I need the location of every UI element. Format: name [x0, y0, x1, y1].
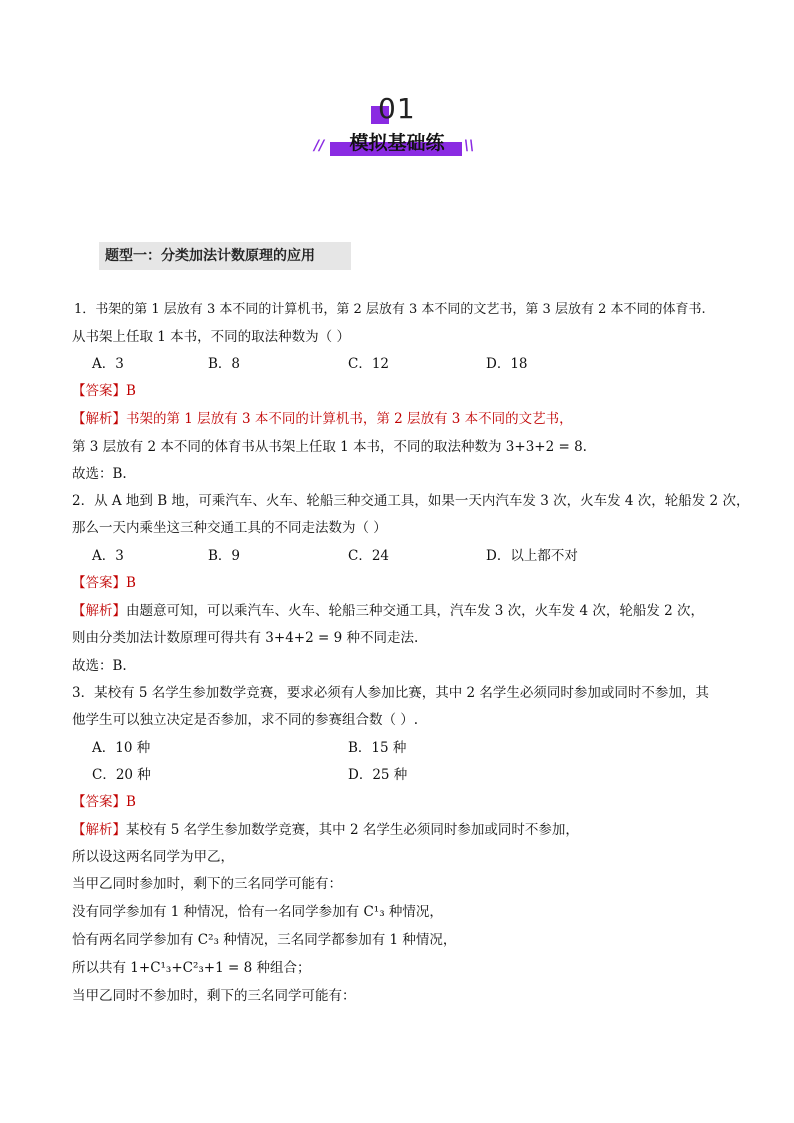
q2-analysis-1 — [72, 601, 704, 621]
q2-answer-value: B — [126, 575, 136, 591]
q2-line2: 那么一天内乘坐这三种交通工具的不同走法数为（ ） — [72, 520, 387, 536]
q3-line1: 3．某校有 5 名学生参加数学竞赛，要求必须有人参加比赛，其中 2 名学生必须同时参加或同时不参加，其 — [72, 685, 709, 701]
q3-analysis-line: 恰有两名同学参加有 C²₃ 种情况，三名同学都参加有 1 种情况， — [72, 932, 457, 948]
q3-option-c: C．20 种 — [92, 767, 151, 783]
q3-analysis-1 — [72, 820, 579, 840]
q3-option-d: D．25 种 — [348, 767, 408, 783]
q3-analysis-tag: 【解析】 — [72, 822, 126, 838]
header-number: 01 — [378, 92, 416, 125]
q2-analysis-2: 则由分类加法计数原理可得共有 3+4+2 = 9 种不同走法. — [72, 630, 419, 646]
q1-option-b: B．8 — [208, 356, 241, 372]
q1-analysis-1 — [72, 409, 573, 429]
section-label: 题型一：分类加法计数原理的应用 — [99, 242, 351, 270]
q3-option-a: A．10 种 — [92, 740, 151, 756]
q1-answer-value: B — [126, 383, 136, 399]
q2-option-b: B．9 — [208, 548, 241, 564]
q3-analysis-text1: 某校有 5 名学生参加数学竞赛，其中 2 名学生必须同时参加或同时不参加， — [126, 822, 579, 838]
q2-answer-tag: 【答案】 — [72, 575, 126, 591]
header-title: 模拟基础练 — [349, 132, 445, 154]
q1-line1: 1．书架的第 1 层放有 3 本不同的计算机书，第 2 层放有 3 本不同的文艺书，第 3 层放有 2 本不同的体育书. — [74, 302, 706, 317]
q1-option-c: C．12 — [348, 356, 390, 372]
q2-option-c: C．24 — [348, 548, 390, 564]
q1-analysis-tag: 【解析】 — [72, 411, 126, 427]
q3-line2: 他学生可以独立决定是否参加，求不同的参赛组合数（ ）. — [72, 712, 419, 728]
q1-conclusion: 故选：B. — [72, 466, 127, 482]
q3-option-b: B．15 种 — [348, 740, 407, 756]
q1-analysis-2: 第 3 层放有 2 本不同的体育书从书架上任取 1 本书，不同的取法种数为 3+3+2 = 8. — [72, 439, 587, 455]
q2-analysis-text1: 由题意可知，可以乘汽车、火车、轮船三种交通工具，汽车发 3 次，火车发 4 次，轮船发 2 次， — [126, 603, 705, 619]
q2-option-a: A．3 — [92, 548, 124, 564]
q3-analysis-line: 所以共有 1+C¹₃+C²₃+1 = 8 种组合； — [72, 960, 311, 976]
q2-conclusion: 故选：B. — [72, 658, 127, 674]
q3-analysis-line: 所以设这两名同学为甲乙， — [72, 849, 234, 865]
q3-answer — [72, 792, 136, 812]
q3-answer-tag: 【答案】 — [72, 794, 126, 810]
q2-line1: 2．从 A 地到 B 地，可乘汽车、火车、轮船三种交通工具，如果一天内汽车发 3 次，火车发 4 次，轮船发 2 次， — [72, 493, 750, 509]
header-left-deco: // — [314, 138, 325, 154]
q1-answer-tag: 【答案】 — [72, 383, 126, 399]
header-right-deco: \\ — [464, 138, 475, 154]
q2-option-d: D．以上都不对 — [486, 548, 578, 564]
q2-analysis-tag: 【解析】 — [72, 603, 126, 619]
q1-analysis-text1: 书架的第 1 层放有 3 本不同的计算机书，第 2 层放有 3 本不同的文艺书， — [126, 411, 573, 427]
q1-answer — [72, 381, 136, 401]
q3-answer-value: B — [126, 794, 136, 810]
q1-option-a: A．3 — [92, 356, 124, 372]
q1-line2: 从书架上任取 1 本书，不同的取法种数为（ ） — [72, 329, 350, 345]
q3-analysis-line: 当甲乙同时参加时，剩下的三名同学可能有： — [72, 876, 342, 892]
q3-analysis-line: 没有同学参加有 1 种情况，恰有一名同学参加有 C¹₃ 种情况， — [72, 904, 443, 920]
q1-option-d: D．18 — [486, 356, 528, 372]
q3-analysis-line: 当甲乙同时不参加时，剩下的三名同学可能有： — [72, 988, 356, 1004]
q2-answer — [72, 573, 136, 593]
